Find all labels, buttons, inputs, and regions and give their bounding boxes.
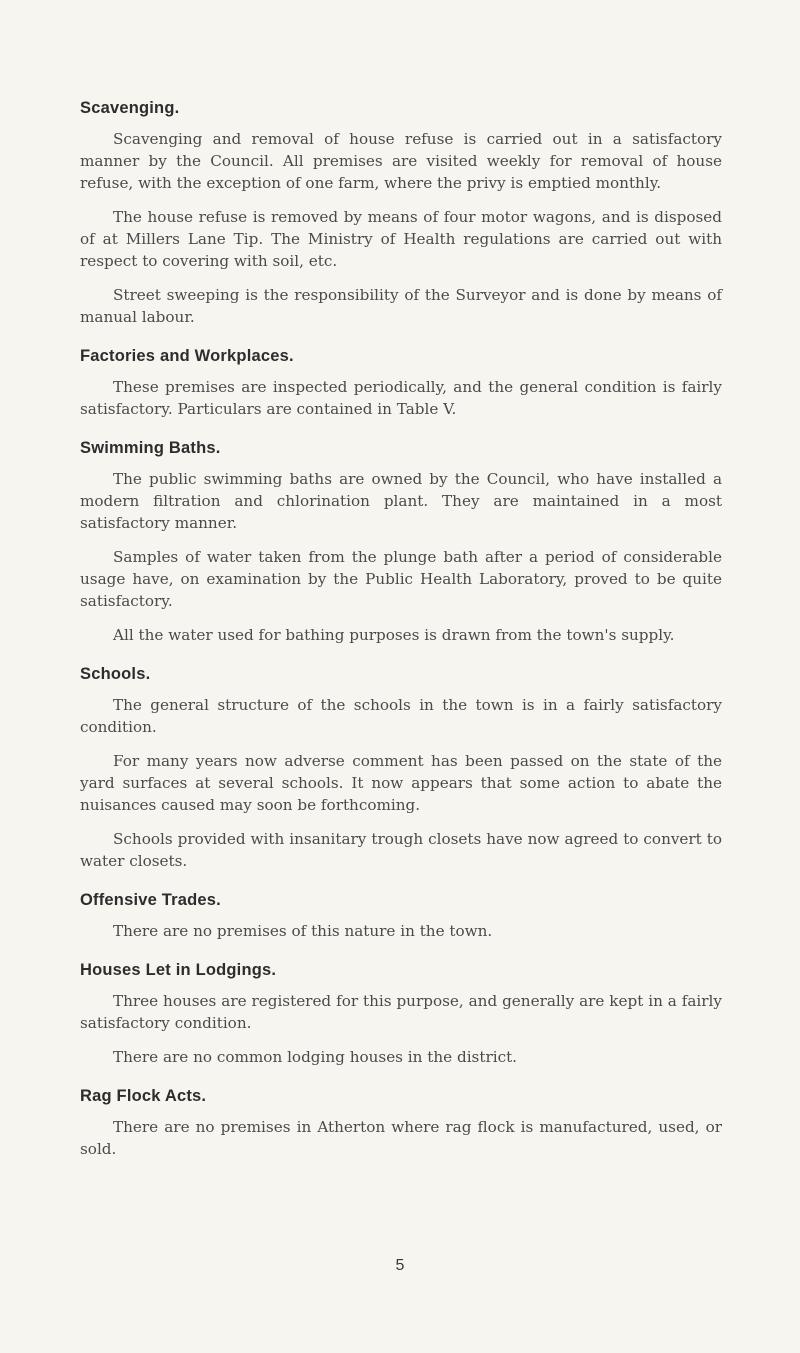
paragraph: Samples of water taken from the plunge bath after a period of considerable usage have, on examination by the Public Health Laboratory, proved to be quite satisfactory. <box>80 548 722 610</box>
paragraph: There are no premises of this nature in the town. <box>113 922 493 940</box>
section-scavenging <box>80 96 722 328</box>
page-number: 5 <box>395 1257 405 1274</box>
section-heading: Swimming Baths. <box>80 439 221 457</box>
paragraph: The general structure of the schools in the town is in a fairly satisfactory condition. <box>80 696 722 736</box>
section-offensive-trades <box>80 888 722 942</box>
section-heading: Factories and Workplaces. <box>80 347 294 365</box>
section-houses-let-in-lodgings <box>80 958 722 1068</box>
paragraph: The public swimming baths are owned by the Council, who have installed a modern filtration and chlorination plant. They are maintained in a most satisfactory manner. <box>80 470 722 532</box>
paragraph: These premises are inspected periodically, and the general condition is fairly satisfactory. Particulars are contained in Table V. <box>80 378 722 418</box>
section-factories <box>80 344 722 420</box>
paragraph: All the water used for bathing purposes is drawn from the town's supply. <box>113 626 675 644</box>
paragraph: Schools provided with insanitary trough closets have now agreed to convert to water closets. <box>80 830 722 870</box>
paragraph: There are no common lodging houses in the district. <box>113 1048 518 1066</box>
section-heading: Rag Flock Acts. <box>80 1087 207 1105</box>
paragraph: The house refuse is removed by means of four motor wagons, and is disposed of at Millers Lane Tip. The Ministry of Health regulations are carried out with respect to covering with soil, etc. <box>80 208 722 270</box>
section-swimming-baths <box>80 436 722 646</box>
section-schools <box>80 662 722 872</box>
section-rag-flock-acts <box>80 1084 722 1160</box>
section-heading: Offensive Trades. <box>80 891 221 909</box>
paragraph: For many years now adverse comment has been passed on the state of the yard surfaces at several schools. It now appears that some action to abate the nuisances caused may soon be forthcoming. <box>80 752 722 814</box>
paragraph: Scavenging and removal of house refuse is carried out in a satisfactory manner by the Council. All premises are visited weekly for removal of house refuse, with the exception of one farm, where the privy is emptied monthly. <box>80 130 722 192</box>
section-heading: Schools. <box>80 665 151 683</box>
section-heading: Scavenging. <box>80 99 180 117</box>
section-heading: Houses Let in Lodgings. <box>80 961 277 979</box>
paragraph: Street sweeping is the responsibility of the Surveyor and is done by means of manual labour. <box>80 286 722 326</box>
paragraph: Three houses are registered for this purpose, and generally are kept in a fairly satisfactory condition. <box>80 992 722 1032</box>
paragraph: There are no premises in Atherton where rag flock is manufactured, used, or sold. <box>80 1118 722 1158</box>
